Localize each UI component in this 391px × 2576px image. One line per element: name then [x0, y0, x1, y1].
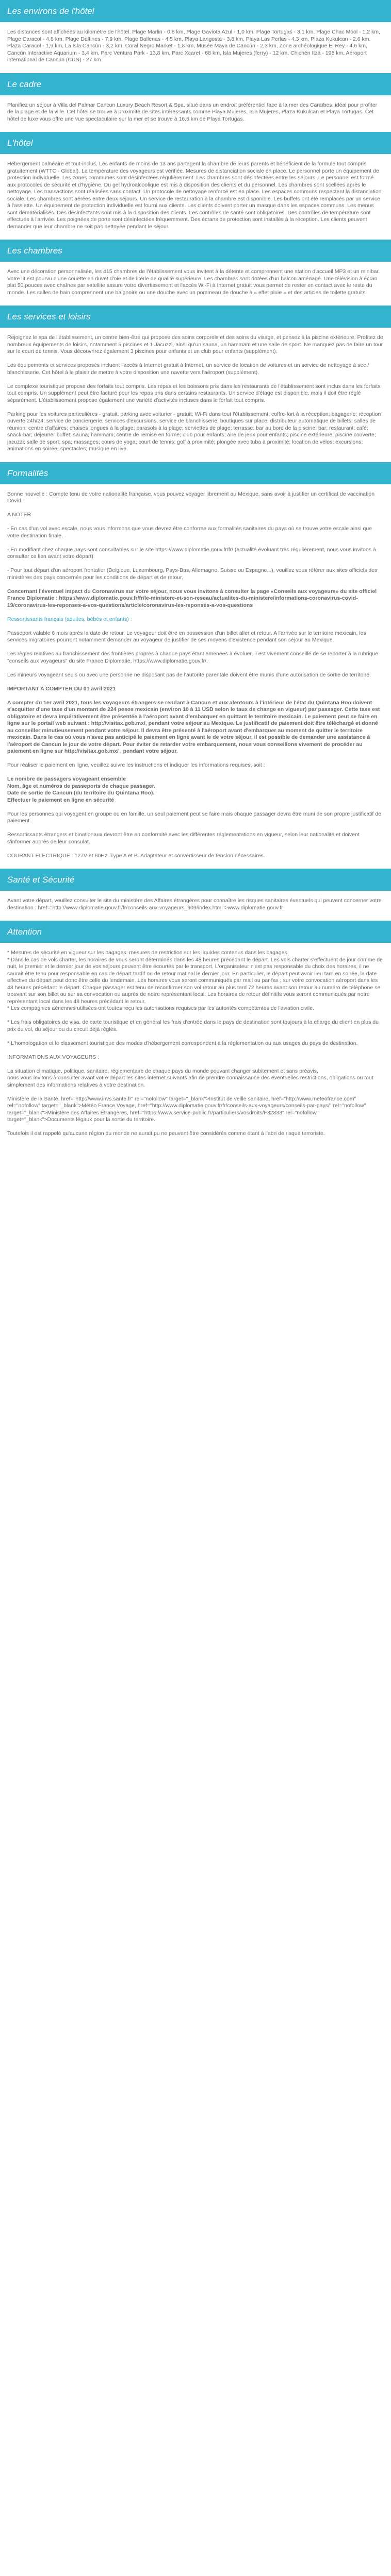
paragraph: Bonne nouvelle : Compte tenu de votre nationalité française, vous pouvez voyager librement au Mexique, sans avoir à justifier un certificat de vaccination Covid.: [7, 490, 375, 504]
paragraph: INFORMATIONS AUX VOYAGEURS :: [7, 1054, 100, 1060]
paragraph: Les équipements et services proposés incluent l'accès à Internet gratuit à Internet, un service de location de voitures et un service de nettoyage à sec / blanchisserie. Cet hôtel à le plaisir de mettre à votre disposition une navette vers l'aéroport (supplément).: [7, 362, 369, 376]
paragraph: A compter du 1er avril 2021, tous les voyageurs étrangers se rendant à Cancun et aux alentours à l'intérieur de l'état du Quintana Roo doivent s'acquitter d'une taxe d'un montant de 224 pesos mexicain (environ 10 à 11 USD selon le taux de change en vigueur) par passager. Cette taxe est obligatoire et devra impérativement être présentée à l'aéroport avant d'embarquer en quittant le territoire mexicain. Le paiement peut se faire en ligne sur le portail web suivant : http://visitax.gob.mx/, pendant votre séjour au Mexique. Le justificatif de paiement doit être téléchargé et donné au conseiller minutieusement pendant votre séjour. Il devra être présenté à l'aéroport avant d'embarquer au moment de quitter le territoire mexicain. Dans le cas où vous n'avez pas anticipé le paiement en ligne avant le de votre séjour, il est possible de demander une assistance à l'aéroport de Cancun le jour de votre départ. Pour éviter de retarder votre embarquement, nous vous conseillons vivement de procéder au paiement en ligne sur http://visitax.gob.mx/ , pendant votre séjour.: [7, 699, 380, 754]
section-title: L'hôtel: [0, 132, 391, 154]
section-body: [0, 95, 391, 132]
paragraph: Pour réaliser le paiement en ligne, veuillez suivre les instructions et indiquer les informations requises, soit :: [7, 762, 265, 768]
paragraph: Parking pour les voitures particulières - gratuit; parking avec voiturier - gratuit; Wi-Fi dans tout l'établissement; coffre-fort à la réception; bagagerie; réception ouverte 24h/24; service de conciergerie; services d'excursions; service de blanchisserie; boutiques sur place; distributeur automatique de billets; salles de réunion; centre d'affaires; chaises longues à la plage; parasols à la plage; serviettes de plage; terrasse; bar au bord de la piscine; bar; restaurant; café; snack-bar; déjeuner buffet; sauna; hammam; centre de remise en forme; club pour enfants; aire de jeux pour enfants; piscine extérieure; piscine couverte; jacuzzi; salle de sport; spa; massages; cours de yoga; court de tennis; golf à proximité; plongée avec tuba à proximité; location de vélos; excursions; animations en soirée; spectacles; musique en live.: [7, 411, 381, 452]
paragraph: Le complexe touristique propose des forfaits tout compris. Les repas et les boissons pris dans les restaurants de l'établissement sont inclus dans les forfaits tout compris. Un supplément peut être facturé pour les repas pris dans certains restaurants. Un service d'étage est disponible, mais il doit être réglé séparément. L'établissement propose également une variété d'activités incluses dans le forfait tout compris.: [7, 383, 381, 403]
paragraph: A NOTER: [7, 512, 31, 518]
paragraph: Passeport valable 6 mois après la date de retour. Le voyageur doit être en possession d'un billet aller et retour. A l'arrivée sur le territoire mexicain, les services migratoires pourront notamment demander au voyageur de justifier de ses moyens d'existence pendant son séjour au Mexique.: [7, 630, 366, 643]
section-hotel: [0, 132, 391, 240]
section-title: Formalités: [0, 462, 391, 484]
paragraph: Rejoignez le spa de l'établissement, un centre bien-être qui propose des soins corporels et des soins du visage, et pensez à la piscine extérieure. Profitez de nombreux équipements de loisirs, notamment 5 piscines et 1 Jacuzzi, ainsi qu'un sauna, un hammam et une salle de sport. Ne manquez pas de faire un tour sur le court de tennis. Vous découvrirez également 3 piscines pour enfants et un club pour enfants (supplément).: [7, 334, 383, 354]
section-title: Les services et loisirs: [0, 306, 391, 328]
section-formalites: [0, 462, 391, 869]
section-body: [0, 328, 391, 462]
paragraph: - En cas d'un vol avec escale, nous vous informons que vous devrez être conforme aux formalités sanitaires du pays où se trouve votre escale ainsi que votre destination finale.: [7, 526, 372, 539]
paragraph: La situation climatique, politique, sanitaire, réglementaire de chaque pays du monde pouvant changer subitement et sans préavis, nous vous invitons à consulter avant votre départ les sites internet suivants afin de prendre connaissance des éventuelles restrictions, obligations ou tout simplement des informations relatives à votre destination.: [7, 1067, 373, 1088]
paragraph: Les distances sont affichées au kilomètre de l'hôtel. Plage Marlin - 0,8 km, Plage Gaviota Azul - 1,0 km, Plage Tortugas - 3,1 km, Plage Chac Mool - 1,2 km, Plage Caracol - 4,8 km, Plage Delfines - 7,9 km, Plage Ballenas - 4,5 km, Playa Langosta - 3,8 km, Playa Las Perlas - 4,3 km, Plaza Kukulcan - 2,6 km, Plaza Caracol - 1,9 km, La Isla Cancún - 3,2 km, Coral Negro Market - 1,8 km, Musée Maya de Cancún - 2,3 km, Zone archéologique El Rey - 4,6 km, Cancún Interactive Aquarium - 3,4 km, Parc Ventura Park - 13,8 km, Parc Xcaret - 68 km, Isla Mujeres (ferry) - 12 km, Chichén Itzá - 198 km, Aéroport international de Cancún (CUN) - 27 km: [7, 29, 380, 63]
section-cadre: [0, 73, 391, 132]
paragraph: - Pour tout départ d'un aéroport frontalier (Belgique, Luxembourg, Pays-Bas, Allemagne, Suisse ou Espagne...), veuillez vous référer aux sites officiels des ministères des pays concernés pour les conditions de départ et de retour.: [7, 567, 378, 581]
paragraph: - En modifiant chez chaque pays sont consultables sur le site https://www.diplomatie.gouv.fr/fr/ (actualité évoluant très régulièrement, nous vous invitons à consulter ce lien avant votre départ): [7, 546, 376, 560]
section-services: [0, 306, 391, 462]
paragraph: Planifiez un séjour à Villa del Palmar Cancun Luxury Beach Resort & Spa, situé dans un endroit préférentiel face à la mer des Caraïbes, idéal pour profiter de la plage et de la ville. Cet hôtel se trouve à proximité de sites intéressants comme Playa Mujeres, Isla Mujeres, Plaza Kukulcan et Playa Tortugas. Cet hôtel de luxe vous offre une vue spectaculaire sur la mer et se trouve à 16,6 km de Playa Tortugas.: [7, 101, 378, 122]
document: [0, 0, 391, 1147]
section-title: Attention: [0, 921, 391, 943]
paragraph: Pour les personnes qui voyagent en groupe ou en famille, un seul paiement peut se faire mais chaque passager devra être muni de son propre justificatif de paiement.: [7, 810, 381, 824]
paragraph: Hébergement balnéaire et tout-inclus. Les enfants de moins de 13 ans partagent la chambre de leurs parents et bénéficient de la formule tout compris gratuitement (WTTC - Global). La température des voyageurs est vérifiée. Mesures de distanciation sociale en place. Le personnel porte un équipement de protection individuelle. Les zones communes sont désinfectées régulièrement. Les chambres sont désinfectées entre les séjours. Le personnel est formé aux protocoles de sécurité et d'hygiène. Du gel hydroalcoolique est mis à disposition des clients et du personnel. Les chambres sont scellées après le nettoyage. Les transactions sont réalisées sans contact. Un protocole de nettoyage renforcé est en place. Les espaces communs respectent la distanciation sociale. Les chambres sont aérées entre deux séjours. Un service de restauration à la chambre est disponible. Les buffets ont été remplacés par un service à l'assiette. Un équipement de protection individuelle est fourni aux clients. Les clients doivent porter un masque dans les espaces communs. Les menus sont dématérialisés. Des désinfectants sont mis à la disposition des clients. Les contrôles de santé sont obligatoires. Des contrôles de température sont effectués à l'arrivée. Les poignées de porte sont désinfectées fréquemment. Des écrans de protection sont installés à la réception. Les clients peuvent demander que leur chambre ne soit pas nettoyée pendant le séjour.: [7, 161, 382, 230]
section-environs: [0, 0, 391, 73]
paragraph: Ministère de la Santé, href="http://www.invs.sante.fr" rel="nofollow" target="_blank">Institut de veille sanitaire, href="http://www.meteofrance.com" rel="nofollow" target="_blank">Météo France Voyage, href="http://www.diplomatie.gouv.fr/fr/conseils-aux-voyageurs/conseils-par-pays/" rel="nofollow" target="_blank">Ministère des Affaires Étrangères, href="https://www.service-public.fr/particuliers/vosdroits/F32833" rel="nofollow" target="_blank">Documents légaux pour la sortie du territoire.: [7, 1095, 366, 1123]
section-attention: [0, 921, 391, 1147]
paragraph: * L'homologation et le classement touristique des modes d'hébergement correspondent à la réglementation ou aux usages du pays de destination.: [7, 1040, 358, 1046]
section-title: Les environs de l'hôtel: [0, 0, 391, 22]
section-body: [0, 262, 391, 306]
section-body: [0, 484, 391, 869]
paragraph: * Mesures de sécurité en vigueur sur les bagages: mesures de restriction sur les liquides contenus dans les bagages. * Dans le cas de vols charter, les horaires de vous seront déterminés dans les 48 heures précédant le départ. Les vols charter s'effectuent de jour comme de nuit, le premier et le dernier jour de vos séjours peuvent être écourtés par le transport. L'organisateur n'est pas responsable du choix des horaires, il ne saurait être tenu pour responsable en cas de départ tardif ou de retour matinal le dernier jour. En particulier, le départ peut avoir lieu tard en soirée, la date effective du départ peut donc être celle du lendemain. Les horaires vous seront communiqués par mail ou par fax ; sur votre convocation aéroport dans les 48 heures précédant le départ. Chaque passager est tenu de reconfirmer son vol retour au plus tard 72 heures avant son retour au numéro de téléphone se trouvant sur son billet ou sur sa convocation ou auprès de notre représentant local. Les horaires de retour définitifs vous seront communiqués par notre représentant local dans les 48 heures précédant le retour. * Les compagnies aériennes utilisées ont toutes reçu les autorisations requises par les autorités compétentes de l'aviation civile.: [7, 950, 383, 1011]
section-chambres: [0, 240, 391, 306]
paragraph: Toutefois il est rappelé qu'aucune région du monde ne aurait pu ne peuvent être considérés comme étant à l'abri de risque terroriste.: [7, 1130, 325, 1137]
paragraph: Ressortissants étrangers et binationaux devront être en conformité avec les différentes réglementations en vigueur, selon leur nationalité et doivent s'informer auprès de leur consulat.: [7, 832, 360, 845]
paragraph: Ressortissants français (adultes, bébés et enfants) :: [7, 616, 132, 622]
section-title: Les chambres: [0, 240, 391, 262]
paragraph: Avant votre départ, veuillez consulter le site du ministère des Affaires étrangères pour connaître les risques sanitaires éventuels qui peuvent concerner votre destination : href="http://www.diplomatie.gouv.fr/fr/conseils-aux-voyageurs_909/index.html">www.diplomatie.gouv.fr: [7, 897, 382, 911]
paragraph: Les règles relatives au franchissement des frontières propres à chaque pays étant amenées à évoluer, il est vivement conseillé de se reporter à la rubrique "conseils aux voyageurs" du site France Diplomatie, https://www.diplomatie.gouv.fr/.: [7, 651, 379, 664]
paragraph: Avec une décoration personnalisée, les 415 chambres de l'établissement vous invitent à la détente et comprennent une station d'accueil MP3 et un minibar. Votre lit est pourvu d'une couette en duvet d'oie et de literie de qualité supérieure. Les chambres sont dotées d'un balcon aménagé. Une télévision à écran plat 50 pouces avec chaînes par satellite assure votre divertissement et l'accès Wi-Fi à Internet gratuit vous permet de rester en contact avec le reste du monde. Les salles de bain comprennent une baignoire ou une douche avec un pommeau de douche à « effet pluie » et des articles de toilette gratuits.: [7, 268, 380, 296]
section-body: [0, 22, 391, 73]
paragraph: COURANT ELECTRIQUE : 127V et 60Hz. Type A et B. Adaptateur et convertisseur de tension nécessaires.: [7, 852, 265, 859]
paragraph: * Les frais obligatoires de visa, de carte touristique et en général les frais d'entrée dans le pays de destination sont toujours à la charge du client en plus du prix du vol, du séjour ou du circuit déjà réglés.: [7, 1019, 379, 1032]
section-title: Le cadre: [0, 73, 391, 95]
section-sante: [0, 869, 391, 921]
paragraph: IMPORTANT A COMPTER DU 01 avril 2021: [7, 685, 116, 692]
section-title: Santé et Sécurité: [0, 869, 391, 891]
section-body: [0, 891, 391, 921]
section-body: [0, 943, 391, 1147]
section-body: [0, 154, 391, 240]
paragraph: Les mineurs voyageant seuls ou avec une personne ne disposant pas de l'autorité parentale doivent être munis d'une autorisation de sortie de territoire.: [7, 671, 371, 678]
paragraph: Le nombre de passagers voyageant ensemble Nom, âge et numéros de passeports de chaque passager. Date de sortie de Cancun (du territoire du Quintana Roo). Effectuer le paiement en ligne en sécurité: [7, 776, 156, 803]
paragraph: Concernant l'éventuel impact du Coronavirus sur votre séjour, nous vous invitons à consulter la page «Conseils aux voyageurs» du site officiel France Diplomatie : https://www.diplomatie.gouv.fr/fr/le-ministere-et-son-reseau/actualites-du-ministere/informations-coronavirus-covid-19/coronavirus-les-reponses-a-vos-questions/article/coronavirus-les-reponses-a-vos-questions: [7, 588, 377, 608]
